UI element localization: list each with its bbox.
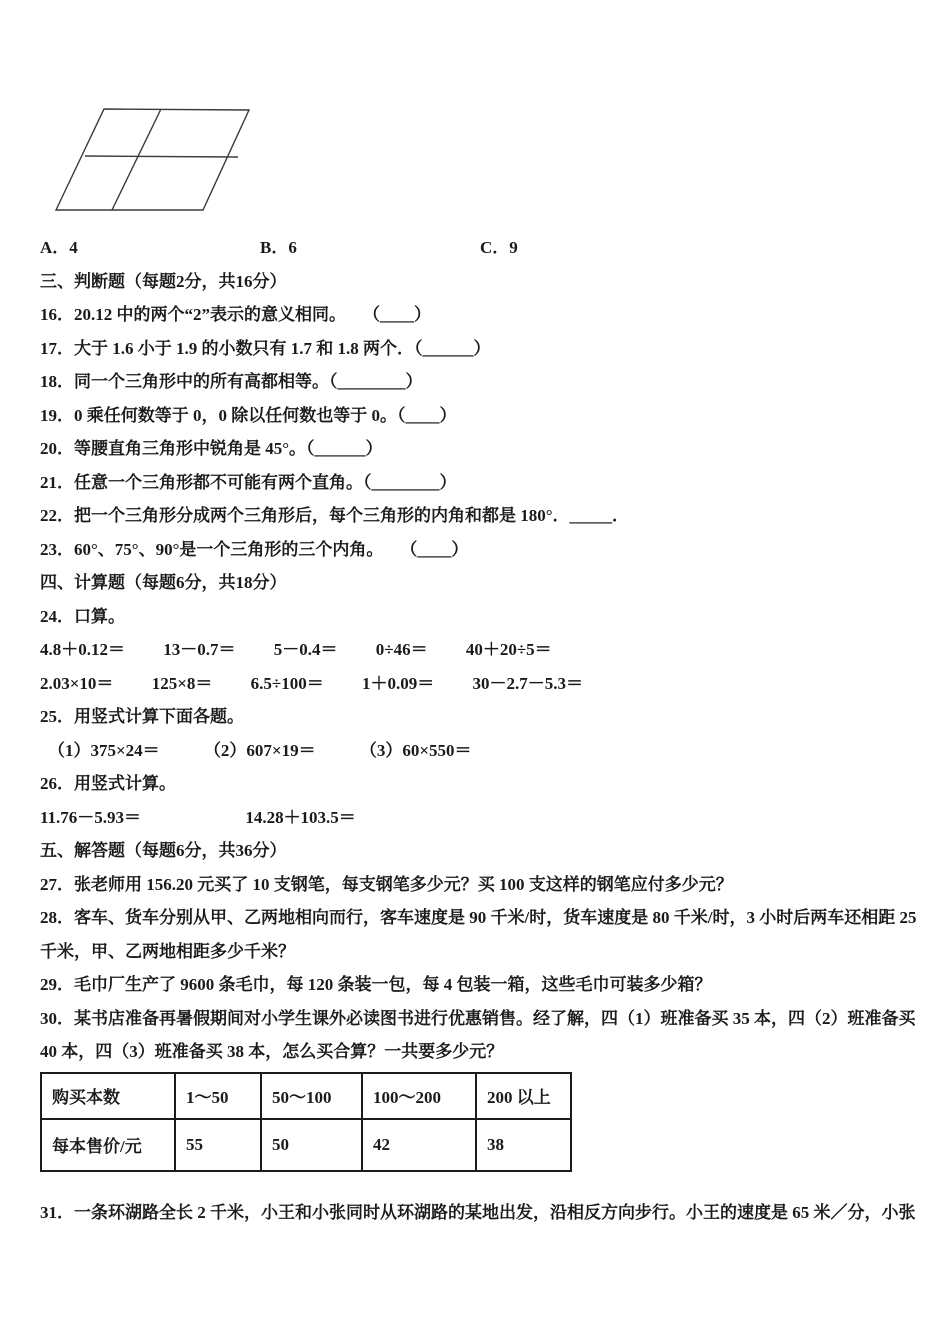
table-cell: 每本售价/元 bbox=[41, 1119, 175, 1171]
judge-item-20: 20．等腰直角三角形中锐角是 45°。（______） bbox=[40, 439, 383, 458]
solve-q28-line2: 千米，甲、乙两地相距多少千米？ bbox=[40, 941, 295, 961]
vertical-calc-item: （1）375×24＝ bbox=[48, 740, 160, 760]
parallelogram-horizontal-divider bbox=[85, 156, 238, 157]
table-cell: 50～100 bbox=[261, 1073, 362, 1119]
option-b: B．6 bbox=[260, 238, 297, 257]
solve-q30-line2: 40 本，四（3）班准备买 38 本，怎么买合算？一共要多少元？ bbox=[40, 1042, 504, 1061]
oral-calc-item: 40＋20÷5＝ bbox=[465, 640, 552, 659]
vertical-calc-item: （3）60×550＝ bbox=[359, 740, 472, 760]
table-cell: 42 bbox=[362, 1119, 476, 1171]
judge-item-18: 18．同一个三角形中的所有高都相等。（________） bbox=[40, 372, 423, 391]
oral-calc-item: 125×8＝ bbox=[151, 673, 213, 693]
oral-calc-item: 13－0.7＝ bbox=[163, 640, 236, 659]
judge-item-16: 16．20.12 中的两个“2”表示的意义相同。 （____） bbox=[40, 305, 431, 324]
parallelogram-outline bbox=[56, 109, 249, 210]
table-cell: 200 以上 bbox=[476, 1073, 571, 1119]
option-c: C．9 bbox=[480, 238, 518, 257]
q24-label: 24．口算。 bbox=[40, 606, 125, 626]
oral-calc-item: 0÷46＝ bbox=[375, 640, 428, 659]
table-cell: 购买本数 bbox=[41, 1073, 175, 1119]
solve-q30-line1: 30．某书店准备再暑假期间对小学生课外必读图书进行优惠销售。经了解，四（1）班准备买 35 本，四（2）班准备买 bbox=[40, 1008, 916, 1028]
table-cell: 38 bbox=[476, 1119, 571, 1171]
solve-q27: 27．张老师用 156.20 元买了 10 支钢笔，每支钢笔多少元？买 100 支这样的钢笔应付多少元？ bbox=[40, 874, 733, 894]
table-cell: 50 bbox=[261, 1119, 362, 1171]
table-cell: 55 bbox=[175, 1119, 261, 1171]
table-row-quantity bbox=[41, 1073, 571, 1119]
vertical-calc-item: 11.76－5.93＝ bbox=[40, 807, 142, 827]
table-cell: 1～50 bbox=[175, 1073, 261, 1119]
oral-calc-item: 5－0.4＝ bbox=[273, 640, 338, 659]
solve-q31: 31．一条环湖路全长 2 千米，小王和小张同时从环湖路的某地出发，沿相反方向步行。小王的速度是 65 米／分，小张 bbox=[40, 1202, 916, 1222]
judge-item-17: 17．大于 1.6 小于 1.9 的小数只有 1.7 和 1.8 两个．（______） bbox=[40, 338, 491, 358]
table-row-price bbox=[41, 1119, 571, 1171]
book-price-table bbox=[40, 1072, 572, 1172]
table-cell: 100～200 bbox=[362, 1073, 476, 1119]
oral-calc-row-1 bbox=[40, 633, 914, 667]
oral-calc-item: 4.8＋0.12＝ bbox=[40, 640, 125, 659]
oral-calc-item: 30－2.7－5.3＝ bbox=[472, 673, 583, 693]
judge-section-heading: 三、判断题（每题2分，共16分） bbox=[40, 271, 287, 291]
solve-q29: 29．毛巾厂生产了 9600 条毛巾，每 120 条装一包，每 4 包装一箱，这些毛巾可装多少箱？ bbox=[40, 975, 712, 994]
vertical-calc-item: 14.28＋103.5＝ bbox=[245, 807, 356, 827]
vertical-calc-row-2 bbox=[40, 801, 914, 835]
q26-label: 26．用竖式计算。 bbox=[40, 774, 176, 793]
oral-calc-item: 6.5÷100＝ bbox=[250, 673, 324, 693]
judge-item-19: 19．0 乘任何数等于 0，0 除以任何数也等于 0。（____） bbox=[40, 405, 457, 425]
oral-calc-item: 2.03×10＝ bbox=[40, 673, 114, 693]
worksheet-content bbox=[40, 231, 917, 1229]
judge-item-22: 22．把一个三角形分成两个三角形后，每个三角形的内角和都是 180°．_____． bbox=[40, 506, 630, 525]
judge-item-21: 21．任意一个三角形都不可能有两个直角。（________） bbox=[40, 472, 457, 492]
solve-section-heading: 五、解答题（每题6分，共36分） bbox=[40, 841, 287, 860]
q25-label: 25．用竖式计算下面各题。 bbox=[40, 707, 244, 726]
oral-calc-item: 1＋0.09＝ bbox=[361, 673, 435, 693]
parallelogram-vertical-divider bbox=[112, 109, 161, 210]
vertical-calc-item: （2）607×19＝ bbox=[203, 740, 316, 760]
judge-item-23: 23．60°、75°、90°是一个三角形的三个内角。 （____） bbox=[40, 539, 469, 559]
mc-options-row bbox=[40, 231, 914, 265]
solve-q28-line1: 28．客车、货车分别从甲、乙两地相向而行，客车速度是 90 千米/时，货车速度是 80 千米/时，3 小时后两车还相距 25 bbox=[40, 908, 917, 927]
parallelogram-figure bbox=[46, 98, 251, 216]
vertical-calc-row bbox=[48, 734, 914, 768]
option-a: A．4 bbox=[40, 238, 78, 257]
calc-section-heading: 四、计算题（每题6分，共18分） bbox=[40, 573, 287, 592]
oral-calc-row-2 bbox=[40, 667, 914, 701]
